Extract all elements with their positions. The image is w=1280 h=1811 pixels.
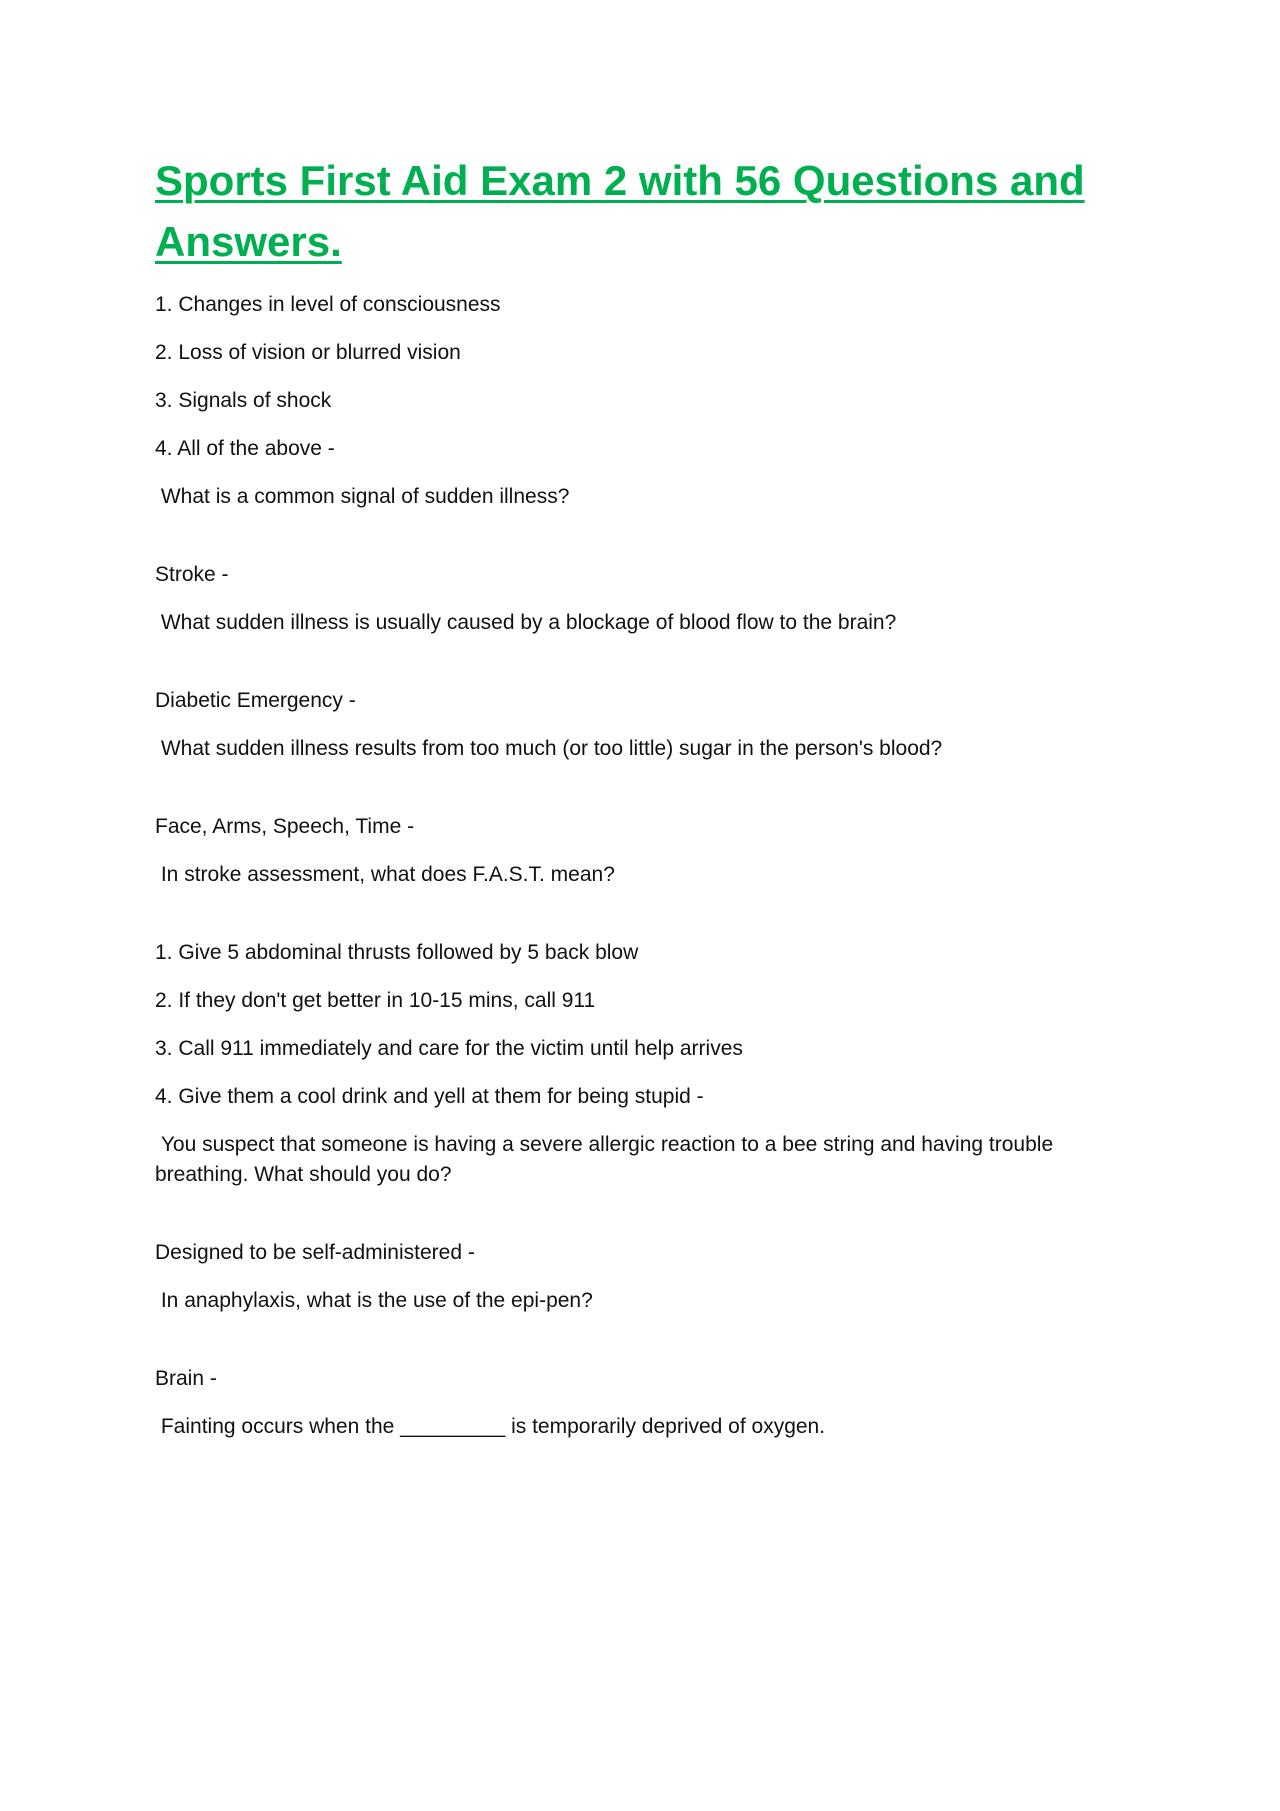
answer-line: Designed to be self-administered - — [155, 1241, 475, 1264]
question-text: Fainting occurs when the _________ is temporarily deprived of oxygen. — [155, 1415, 826, 1438]
question-text: What sudden illness results from too much (or too little) sugar in the person's blood? — [155, 737, 943, 760]
qa-item — [155, 1364, 1105, 1442]
qa-item — [155, 938, 1105, 1190]
answer-line: Stroke - — [155, 563, 229, 586]
answer-line: 2. If they don't get better in 10-15 mins, call 911 — [155, 989, 596, 1012]
answer-line: Diabetic Emergency - — [155, 689, 356, 712]
answer-line: Face, Arms, Speech, Time - — [155, 815, 415, 838]
document-page — [155, 150, 1105, 1490]
question-text: What is a common signal of sudden illness? — [155, 485, 570, 508]
qa-item — [155, 686, 1105, 764]
answer-line: 4. All of the above - — [155, 437, 335, 460]
answer-line: 4. Give them a cool drink and yell at them for being stupid - — [155, 1085, 704, 1108]
answer-line: 1. Give 5 abdominal thrusts followed by 5 back blow — [155, 941, 639, 964]
qa-item — [155, 290, 1105, 512]
answer-line: 1. Changes in level of consciousness — [155, 293, 501, 316]
question-text: You suspect that someone is having a severe allergic reaction to a bee string and having trouble breathing. What should you do? — [155, 1133, 1059, 1186]
question-text: What sudden illness is usually caused by a blockage of blood flow to the brain? — [155, 611, 897, 634]
qa-item — [155, 560, 1105, 638]
qa-item — [155, 812, 1105, 890]
question-text: In anaphylaxis, what is the use of the epi-pen? — [155, 1289, 593, 1312]
qa-item — [155, 1238, 1105, 1316]
qa-list — [155, 290, 1105, 1442]
answer-line: 3. Call 911 immediately and care for the victim until help arrives — [155, 1037, 743, 1060]
question-text: In stroke assessment, what does F.A.S.T. mean? — [155, 863, 615, 886]
document-title: Sports First Aid Exam 2 with 56 Questions and Answers. — [155, 157, 1085, 265]
answer-line: Brain - — [155, 1367, 217, 1390]
answer-line: 3. Signals of shock — [155, 389, 332, 412]
answer-line: 2. Loss of vision or blurred vision — [155, 341, 461, 364]
